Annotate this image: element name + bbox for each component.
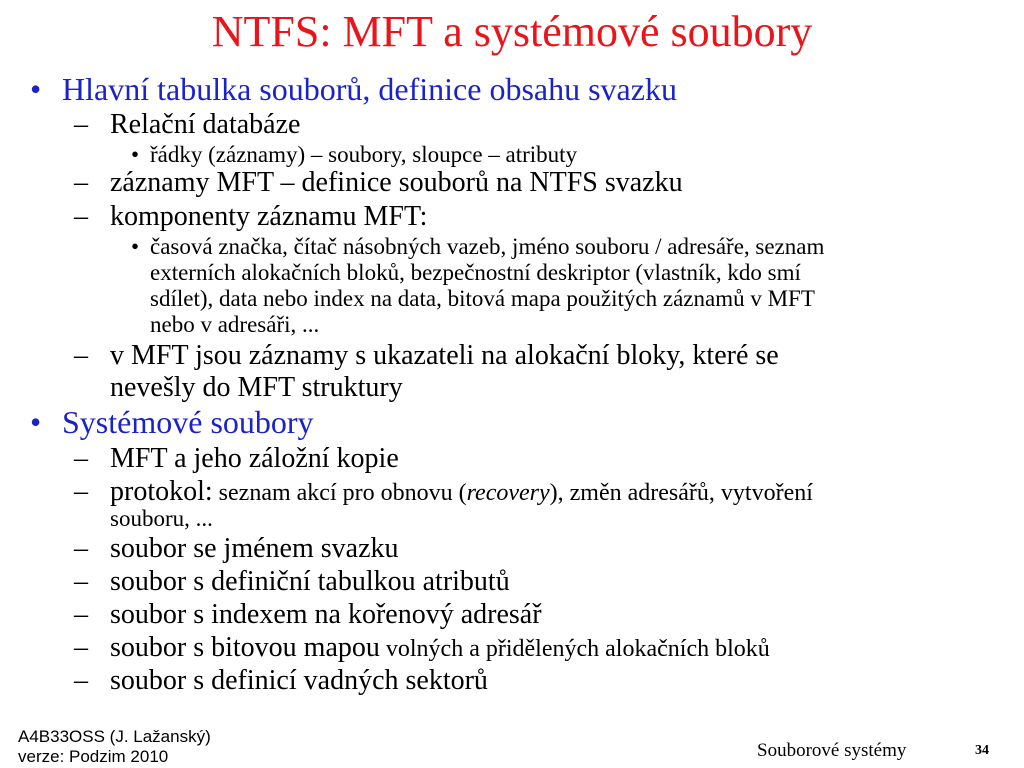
subsub-item-components-line-4: nebo v adresáři, ... [150, 312, 320, 337]
subsub-item-components-line-2: externích alokačních bloků, bezpečnostní deskriptor (vlastník, kdo smí [150, 260, 801, 285]
sub-item-mft-records: záznamy MFT – definice souborů na NTFS svazku [110, 167, 683, 198]
footer-course: A4B33OSS (J. Lažanský) [18, 727, 211, 746]
sub-item-relational-db: Relační databáze [110, 109, 301, 140]
dash-marker: – [74, 599, 88, 630]
bullet-marker: • [30, 71, 42, 107]
footer-topic: Souborové systémy [757, 740, 907, 761]
subsub-item-components-line-1: časová značka, čítač násobných vazeb, jméno souboru / adresáře, seznam [150, 234, 825, 259]
page-number: 34 [975, 743, 989, 758]
sub-item-log-file-line-2: souboru, ... [110, 506, 213, 531]
bullet-marker: • [131, 142, 140, 167]
dash-marker: – [74, 109, 88, 140]
dash-marker: – [74, 632, 88, 663]
log-file-lead: protokol: [110, 476, 213, 507]
subsub-item-rows-columns: řádky (záznamy) – soubory, sloupce – atributy [150, 142, 578, 167]
sub-item-mft-backup: MFT a jeho záložní kopie [110, 443, 399, 474]
log-file-recovery: recovery [466, 480, 550, 506]
dash-marker: – [74, 533, 88, 564]
bitmap-file-lead: soubor s bitovou mapou [110, 632, 380, 663]
sub-item-root-index-file: soubor s indexem na kořenový adresář [110, 599, 542, 630]
bullet-system-files: Systémové soubory [62, 404, 314, 440]
sub-item-bad-sectors-file: soubor s definicí vadných sektorů [110, 665, 488, 696]
log-file-text-b: ), změn adresářů, vytvoření [549, 480, 813, 506]
sub-item-pointer-records-line-1: v MFT jsou záznamy s ukazateli na alokační bloky, které se [110, 340, 779, 371]
dash-marker: – [74, 340, 88, 371]
dash-marker: – [74, 201, 88, 232]
slide-title: NTFS: MFT a systémové soubory [211, 7, 813, 56]
sub-item-bitmap-file [110, 632, 770, 665]
sub-item-pointer-records-line-2: nevešly do MFT struktury [110, 372, 403, 403]
bullet-main-table: Hlavní tabulka souborů, definice obsahu svazku [62, 71, 677, 107]
dash-marker: – [74, 566, 88, 597]
sub-item-attribute-table-file: soubor s definiční tabulkou atributů [110, 566, 510, 597]
footer-version: verze: Podzim 2010 [18, 747, 169, 766]
dash-marker: – [74, 476, 88, 507]
sub-item-log-file [110, 476, 813, 509]
dash-marker: – [74, 167, 88, 198]
sub-item-volume-name-file: soubor se jménem svazku [110, 533, 399, 564]
log-file-text-a: seznam akcí pro obnovu ( [212, 480, 467, 506]
dash-marker: – [74, 665, 88, 696]
dash-marker: – [74, 443, 88, 474]
footer-course-info [18, 727, 211, 767]
sub-item-record-components: komponenty záznamu MFT: [110, 201, 428, 232]
bullet-marker: • [30, 404, 42, 440]
subsub-item-components-line-3: sdílet), data nebo index na data, bitová mapa použitých záznamů v MFT [150, 286, 815, 311]
bullet-marker: • [131, 234, 140, 259]
bitmap-file-rest: volných a přidělených alokačních bloků [379, 636, 770, 662]
